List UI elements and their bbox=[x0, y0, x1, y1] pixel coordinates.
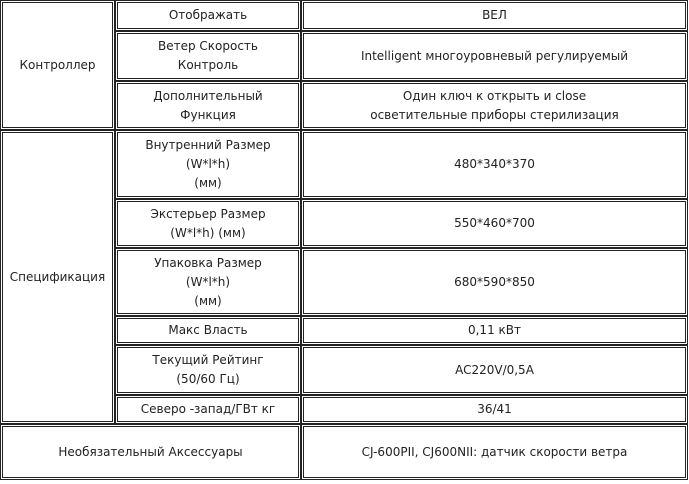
value-wind-speed: Intelligent многоуровневый регулируемый bbox=[301, 31, 688, 81]
value-accessories: CJ-600PII, CJ600NII: датчик скорости ветра bbox=[301, 424, 688, 480]
label-package-size: Упаковка Размер (W*l*h) (мм) bbox=[115, 248, 301, 316]
value-inner-size: 480*340*370 bbox=[301, 130, 688, 199]
label-outer-size: Экстерьер Размер (W*l*h) (мм) bbox=[115, 199, 301, 248]
label-wind-speed: Ветер Скорость Контроль bbox=[115, 31, 301, 81]
label-inner-size: Внутренний Размер (W*l*h) (мм) bbox=[115, 130, 301, 199]
value-current-rating: AC220V/0,5A bbox=[301, 345, 688, 395]
value-display: ВЕЛ bbox=[301, 0, 688, 31]
group-controller: Контроллер bbox=[0, 0, 115, 130]
label-current-rating: Текущий Рейтинг (50/60 Гц) bbox=[115, 345, 301, 395]
label-weight: Северо -запад/ГВт кг bbox=[115, 395, 301, 424]
label-display: Отображать bbox=[115, 0, 301, 31]
value-max-power: 0,11 кВт bbox=[301, 316, 688, 345]
value-outer-size: 550*460*700 bbox=[301, 199, 688, 248]
row-inner-size bbox=[0, 130, 688, 199]
value-package-size: 680*590*850 bbox=[301, 248, 688, 316]
row-accessories bbox=[0, 424, 688, 480]
label-max-power: Макс Власть bbox=[115, 316, 301, 345]
row-display bbox=[0, 0, 688, 31]
value-weight: 36/41 bbox=[301, 395, 688, 424]
value-extra-function: Один ключ к открыть и close осветительные приборы стерилизация bbox=[301, 81, 688, 130]
label-extra-function: Дополнительный Функция bbox=[115, 81, 301, 130]
label-accessories: Необязательный Аксессуары bbox=[0, 424, 301, 480]
group-specification: Спецификация bbox=[0, 130, 115, 424]
